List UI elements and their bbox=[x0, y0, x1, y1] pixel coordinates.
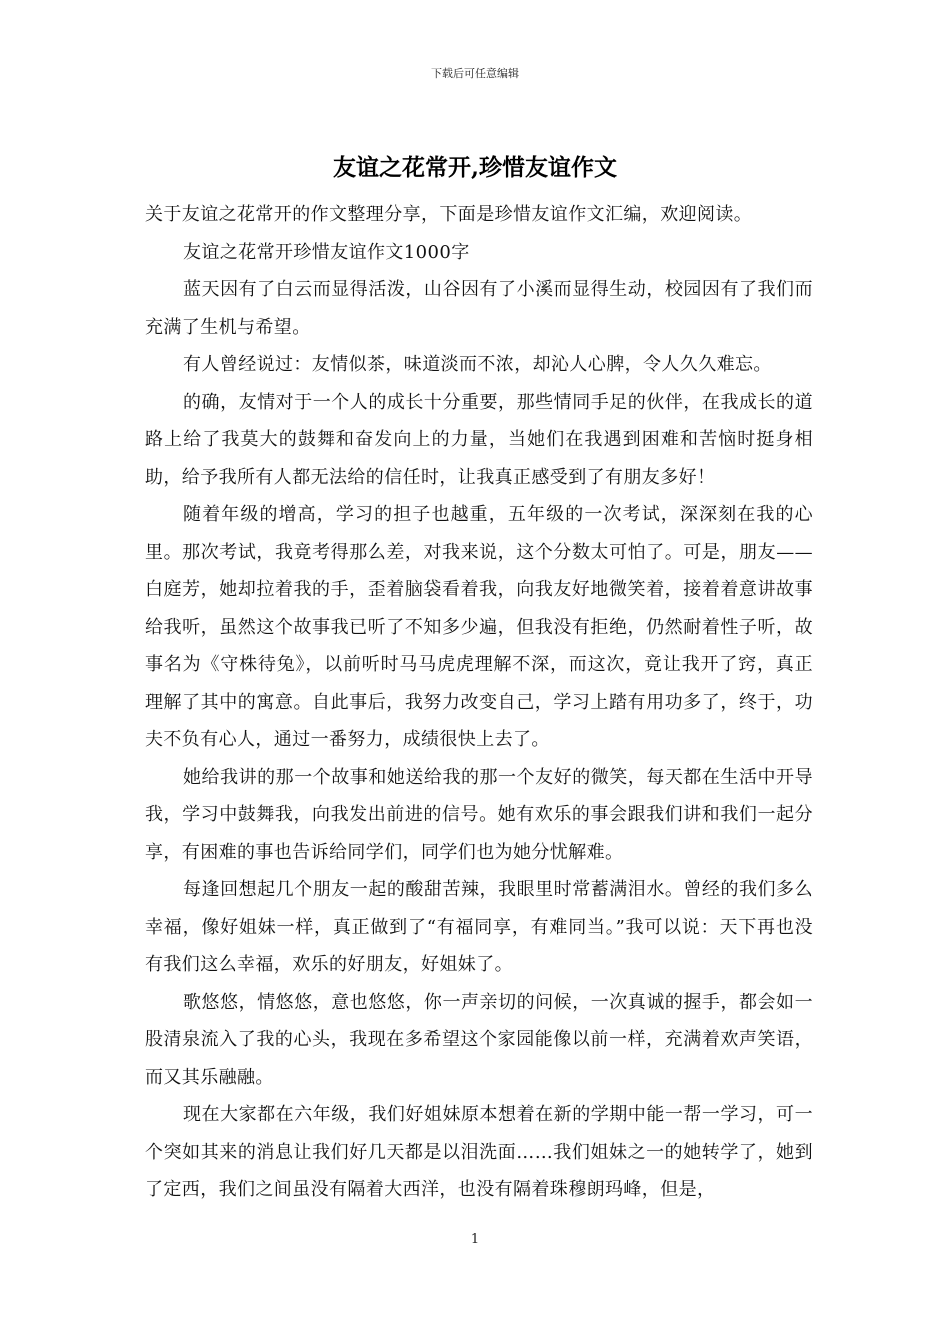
page-number: 1 bbox=[470, 1232, 480, 1247]
essay-subtitle: 友谊之花常开珍惜友谊作文1000字 bbox=[183, 241, 470, 263]
document-body bbox=[145, 196, 813, 1209]
paragraph-8: 现在大家都在六年级，我们好姐妹原本想着在新的学期中能一帮一学习，可一个突如其来的消息让我们好几天都是以泪洗面……我们姐妹之一的她转学了，她到了定西，我们之间虽没有隔着大西洋，也没有隔着珠穆朗玛峰，但是， bbox=[145, 1104, 813, 1200]
paragraph-5: 她给我讲的那一个故事和她送给我的那一个友好的微笑，每天都在生活中开导我，学习中鼓舞我，向我发出前进的信号。她有欢乐的事会跟我们讲和我们一起分享，有困难的事也告诉给同学们，同学们也为她分忧解难。 bbox=[145, 766, 813, 863]
paragraph-3: 的确，友情对于一个人的成长十分重要，那些情同手足的伙伴，在我成长的道路上给了我莫大的鼓舞和奋发向上的力量，当她们在我遇到困难和苦恼时挺身相助，给予我所有人都无法给的信任时，让我真正感受到了有朋友多好！ bbox=[145, 391, 813, 488]
paragraph-7: 歌悠悠，情悠悠，意也悠悠，你一声亲切的问候，一次真诚的握手，都会如一股清泉流入了我的心头，我现在多希望这个家园能像以前一样，充满着欢声笑语，而又其乐融融。 bbox=[145, 991, 813, 1088]
header-note: 下载后可任意编辑 bbox=[431, 67, 519, 80]
paragraph-6: 每逢回想起几个朋友一起的酸甜苦辣，我眼里时常蓄满泪水。曾经的我们多么幸福，像好姐妹一样，真正做到了“有福同享，有难同当。”我可以说：天下再也没有我们这么幸福，欢乐的好朋友，好姐妹了。 bbox=[145, 879, 813, 975]
paragraph-4: 随着年级的增高，学习的担子也越重，五年级的一次考试，深深刻在我的心里。那次考试，我竟考得那么差，对我来说，这个分数太可怕了。可是，朋友——白庭芳，她却拉着我的手，歪着脑袋看着我，向我友好地微笑着，接着着意讲故事给我听，虽然这个故事我已听了不知多少遍，但我没有拒绝，仍然耐着性子听，故事名为《守株待兔》，以前听时马马虎虎理解不深，而这次，竟让我开了窍，真正理解了其中的寓意。自此事后，我努力改变自己，学习上踏有用功多了，终于，功夫不负有心人，通过一番努力，成绩很快上去了。 bbox=[145, 504, 813, 750]
document-title: 友谊之花常开,珍惜友谊作文 bbox=[332, 154, 617, 181]
intro-paragraph: 关于友谊之花常开的作文整理分享，下面是珍惜友谊作文汇编，欢迎阅读。 bbox=[145, 204, 753, 225]
paragraph-1: 蓝天因有了白云而显得活泼，山谷因有了小溪而显得生动，校园因有了我们而充满了生机与希望。 bbox=[145, 279, 813, 338]
paragraph-2: 有人曾经说过：友情似茶，味道淡而不浓，却沁人心脾，令人久久难忘。 bbox=[183, 354, 772, 375]
